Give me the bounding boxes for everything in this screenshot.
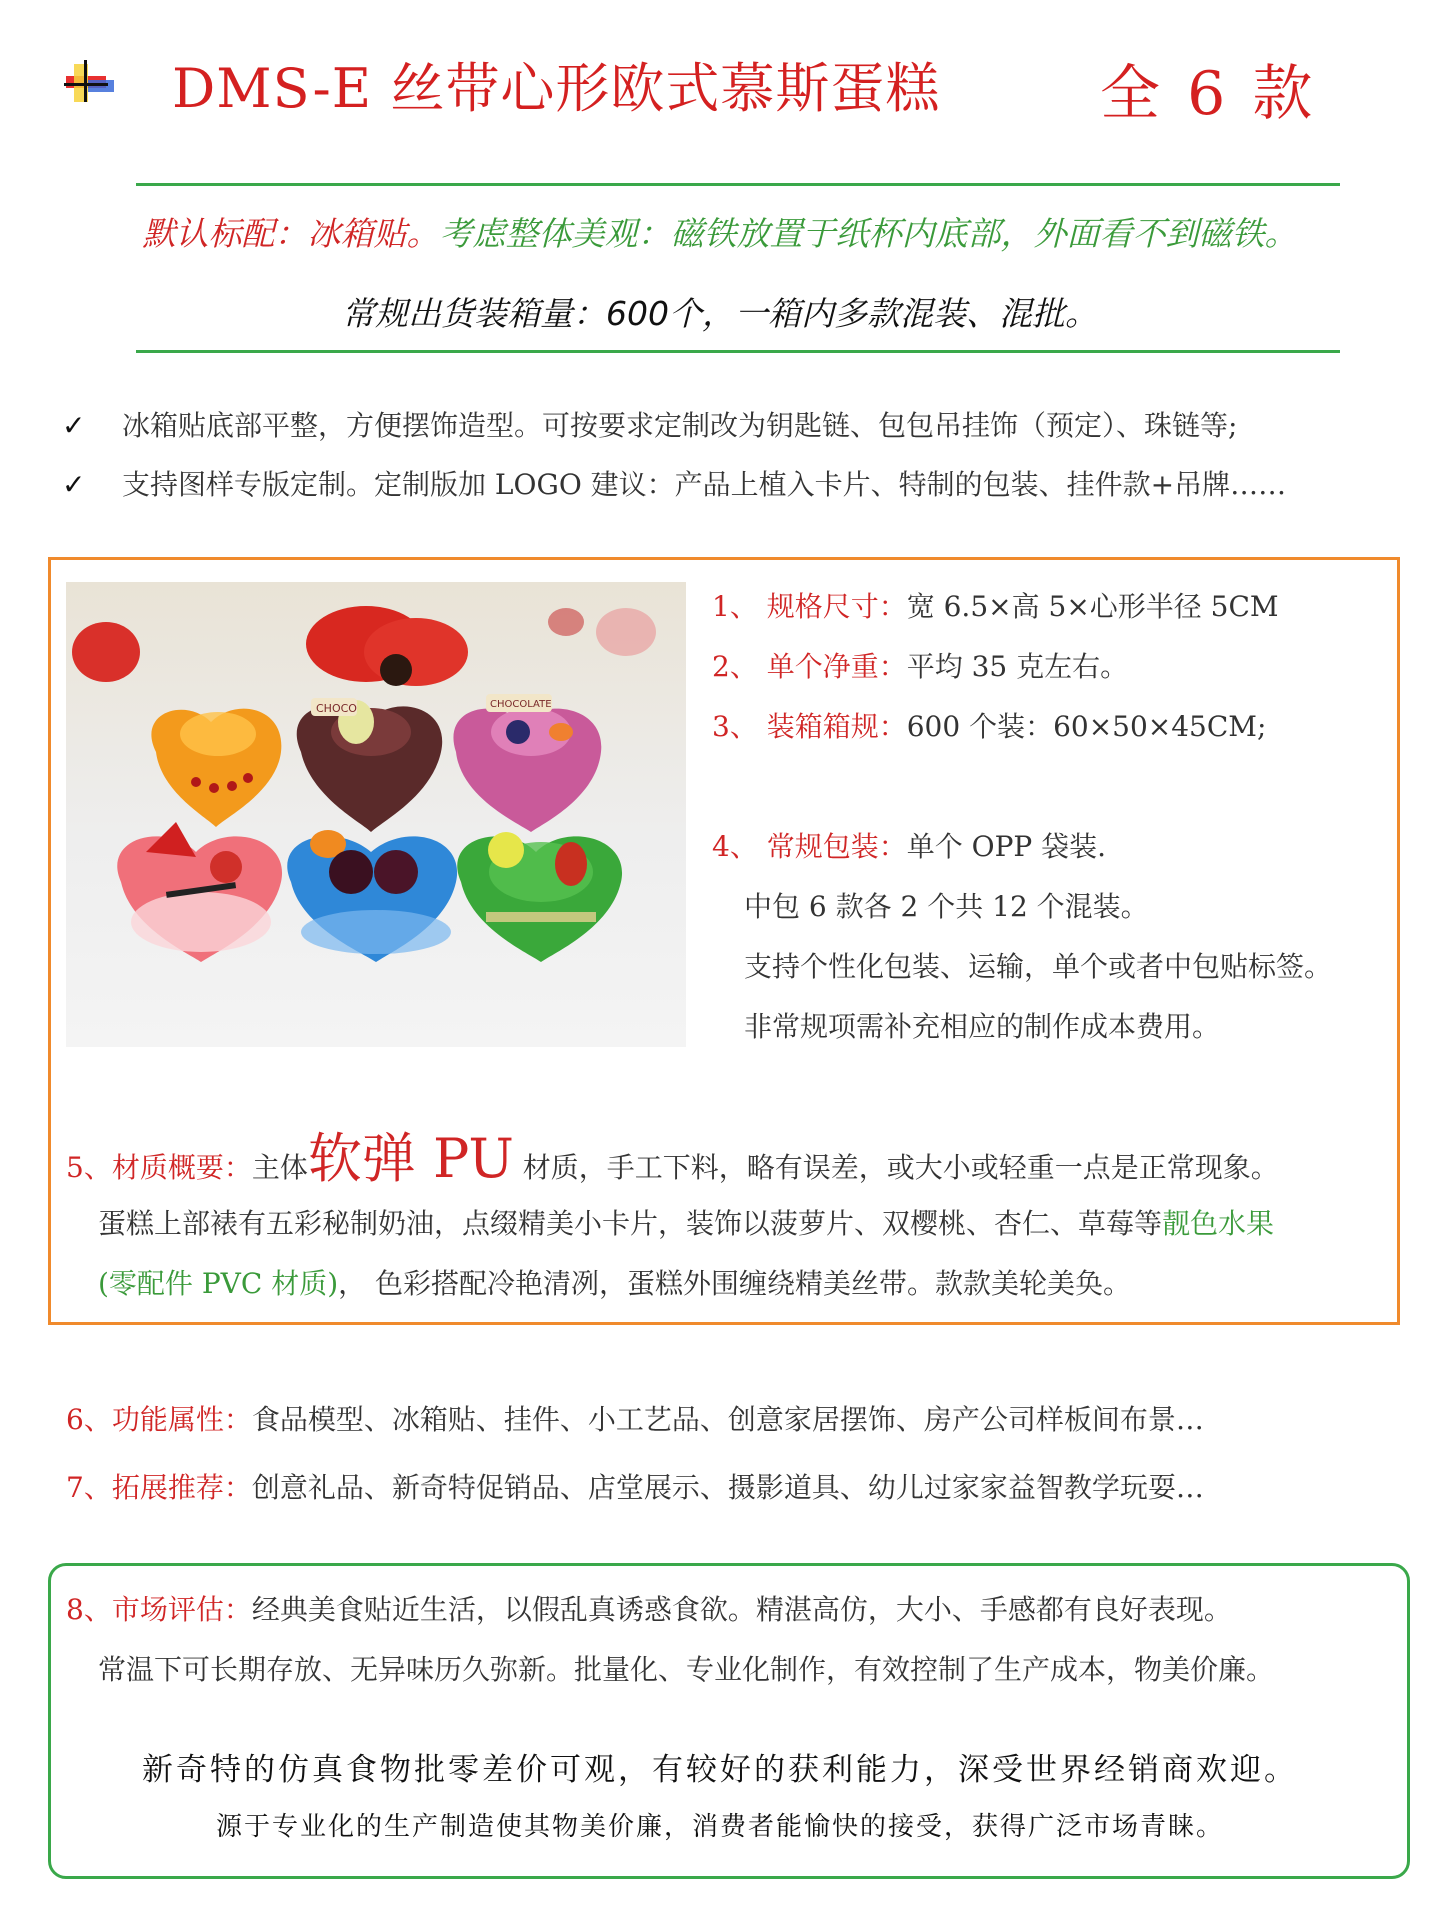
check-item	[62, 463, 1286, 503]
shipping-note: 常规出货装箱量：600个，一箱内多款混装、混批。	[342, 294, 1098, 333]
divider-top	[136, 183, 1340, 186]
packaging-detail: 非常规项需补充相应的制作成本费用。	[744, 1010, 1221, 1043]
check-icon: ✓	[62, 468, 86, 501]
page-title: DMS-E 丝带心形欧式慕斯蛋糕	[172, 57, 941, 120]
packaging-detail: 支持个性化包装、运输，单个或者中包贴标签。	[744, 950, 1333, 983]
feature-value: 食品模型、冰箱贴、挂件、小工艺品、创意家居摆饰、房产公司样板间布景…	[251, 1403, 1204, 1436]
spec-size	[712, 585, 1279, 625]
spec-value: 单个 OPP 袋装.	[906, 830, 1107, 863]
check-text: 支持图样专版定制。定制版加 LOGO 建议：产品上植入卡片、特制的包装、挂件款+吊牌……	[122, 468, 1287, 501]
packaging-detail: 中包 6 款各 2 个共 12 个混装。	[744, 890, 1149, 923]
material-fruit: 靓色水果	[1162, 1207, 1275, 1240]
material-detail	[98, 1262, 1131, 1302]
feature-value: 创意礼品、新奇特促销品、店堂展示、摄影道具、幼儿过家家益智教学玩耍…	[251, 1471, 1204, 1504]
check-text: 冰箱贴底部平整，方便摆饰造型。可按要求定制改为钥匙链、包包吊挂饰（预定）、珠链等;	[122, 409, 1238, 442]
material-detail-text: 蛋糕上部裱有五彩秘制奶油，点缀精美小卡片，装饰以菠萝片、双樱桃、杏仁、草莓等	[98, 1207, 1163, 1240]
product-photo	[66, 582, 686, 1047]
material-highlight: 软弹 PU	[307, 1127, 514, 1190]
market-detail: 常温下可长期存放、无异味历久弥新。批量化、专业化制作，有效控制了生产成本，物美价廉。	[98, 1653, 1275, 1686]
spec-value: 600 个装：60×50×45CM;	[906, 710, 1267, 743]
spec-packaging	[712, 825, 1106, 865]
spec-label: 3、 装箱箱规：	[712, 710, 907, 743]
slogan-primary: 新奇特的仿真食物批零差价可观，有较好的获利能力，深受世界经销商欢迎。	[142, 1752, 1298, 1788]
feature-label: 6、功能属性：	[66, 1403, 252, 1436]
divider-bottom	[136, 350, 1340, 353]
market-label: 8、市场评估：	[66, 1593, 252, 1626]
material-label: 5、材质概要：	[66, 1151, 252, 1184]
material-pre: 主体	[251, 1151, 308, 1184]
spec-value: 平均 35 克左右。	[906, 650, 1129, 683]
spec-carton	[712, 705, 1266, 745]
feature-label: 7、拓展推荐：	[66, 1471, 252, 1504]
market-summary	[66, 1588, 1232, 1628]
check-icon: ✓	[62, 409, 86, 442]
material-summary	[66, 1116, 1279, 1193]
magnet-note: 考虑整体美观：磁铁放置于纸杯内底部，外面看不到磁铁。	[439, 214, 1298, 253]
spec-label: 2、 单个净重：	[712, 650, 907, 683]
photo-label: CHOCOLATE	[490, 699, 552, 710]
material-post: 材质，手工下料，略有误差，或大小或轻重一点是正常现象。	[513, 1151, 1279, 1184]
material-pvc: (零配件 PVC 材质)	[98, 1267, 339, 1300]
material-detail-text: ， 色彩搭配冷艳清冽，蛋糕外围缠绕精美丝带。款款美轮美奂。	[338, 1267, 1132, 1300]
spec-value: 宽 6.5×高 5×心形半径 5CM	[906, 590, 1279, 623]
check-item	[62, 404, 1237, 444]
feature-function	[66, 1398, 1204, 1438]
cross-logo-icon	[62, 56, 124, 106]
spec-label: 4、 常规包装：	[712, 830, 907, 863]
material-detail	[98, 1202, 1274, 1242]
spec-label: 1、 规格尺寸：	[712, 590, 907, 623]
default-config-note	[0, 208, 1440, 255]
default-config-label: 默认标配：冰箱贴。	[142, 214, 440, 253]
feature-recommend	[66, 1466, 1204, 1506]
market-text: 经典美食贴近生活，以假乱真诱惑食欲。精湛高仿，大小、手感都有良好表现。	[251, 1593, 1232, 1626]
photo-label: CHOCO	[316, 702, 357, 715]
model-count: 全 6 款	[1100, 59, 1317, 129]
slogan-secondary: 源于专业化的生产制造使其物美价廉，消费者能愉快的接受，获得广泛市场青睐。	[215, 1812, 1224, 1842]
spec-weight	[712, 645, 1128, 685]
